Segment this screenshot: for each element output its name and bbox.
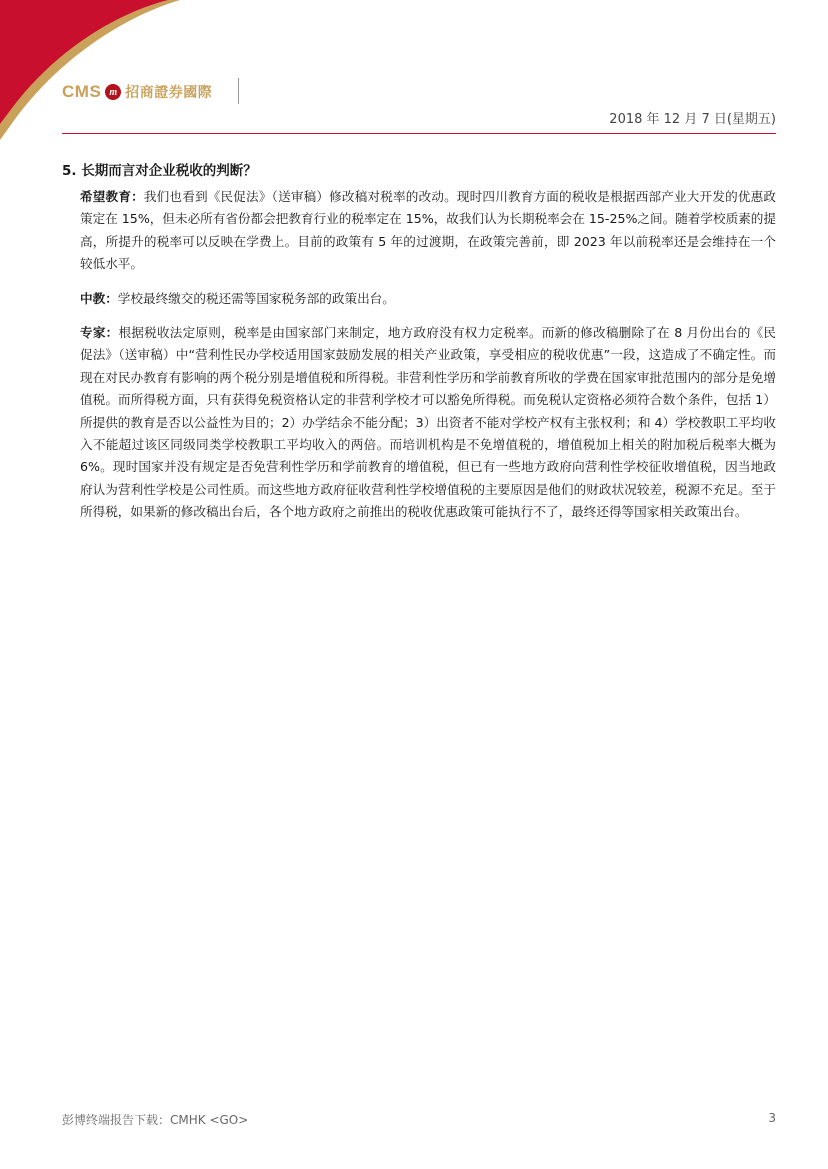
section-title: 5. 长期而言对企业税收的判断？	[62, 163, 257, 179]
paragraph-text: 学校最终缴交的税还需等国家税务部的政策出台。	[117, 290, 395, 306]
main-content	[62, 160, 776, 536]
paragraph-hope-education	[62, 186, 776, 276]
header-rule	[62, 133, 776, 134]
speaker-label: 专家：	[80, 325, 119, 341]
speaker-label: 中教：	[80, 290, 118, 306]
paragraph-text: 根据税收法定原则，税率是由国家部门来制定，地方政府没有权力定税率。而新的修改稿删除了在 8 月份出台的《民促法》（送审稿）中“营利性民办学校适用国家鼓励发展的相关产业政策，享受相应的税收优惠”一段，这造成了不确定性。而现在对民办教育有影响的两个税分别是增值税和所得税。非营利性学历和学前教育所收的学费在国家审批范围内的部分是免增值税。而所得税方面，只有获得免税资格认定的非营利学校才可以豁免所得税。而免税认定资格必须符合数个条件，包括 1）所提供的教育是否以公益性为目的；2）办学结余不能分配；3）出资者不能对学校产权有主张权利；和 4）学校教职工平均收入不能超过该区同级同类学校教职工平均收入的两倍。而培训机构是不免增值税的，增值税加上相关的附加税后税率大概为 6%。现时国家并没有规定是否免营利性学历和学前教育的增值税，但已有一些地方政府向营利性学校征收增值税，因当地政府认为营利性学校是公司性质。而这些地方政府征收营利性学校增值税的主要原因是他们的财政状况较差，税源不充足。至于所得税，如果新的修改稿出台后，各个地方政府之前推出的税收优惠政策可能执行不了，最终还得等国家相关政策出台。	[80, 325, 776, 520]
speaker-label: 希望教育：	[80, 189, 144, 204]
corner-decoration	[0, 0, 180, 150]
logo-chinese-name: 招商證券國際	[125, 85, 213, 101]
footer-bloomberg-note: 彭博终端报告下载：CMHK <GO>	[62, 1113, 249, 1127]
report-date: 2018 年 12 月 7 日(星期五)	[609, 112, 776, 127]
logo-mark-icon: m	[105, 84, 121, 100]
paragraph-text: 我们也看到《民促法》（送审稿）修改稿对税率的改动。现时四川教育方面的税收是根据西部产业大开发的优惠政策定在 15%，但未必所有省份都会把教育行业的税率定在 15%，故我们认为长期税率会在 15-25%之间。随着学校质素的提高，所提升的税率可以反映在学费上。目前的政策有 5 年的过渡期，在政策完善前，即 2023 年以前税率还是会维持在一个较低水平。	[80, 189, 777, 272]
logo-divider	[238, 78, 239, 104]
paragraph-expert	[62, 322, 776, 524]
paragraph-china-education	[62, 288, 776, 310]
page-number: 3	[768, 1111, 776, 1125]
company-logo	[62, 82, 212, 102]
logo-cms-text: CMS	[62, 82, 102, 101]
